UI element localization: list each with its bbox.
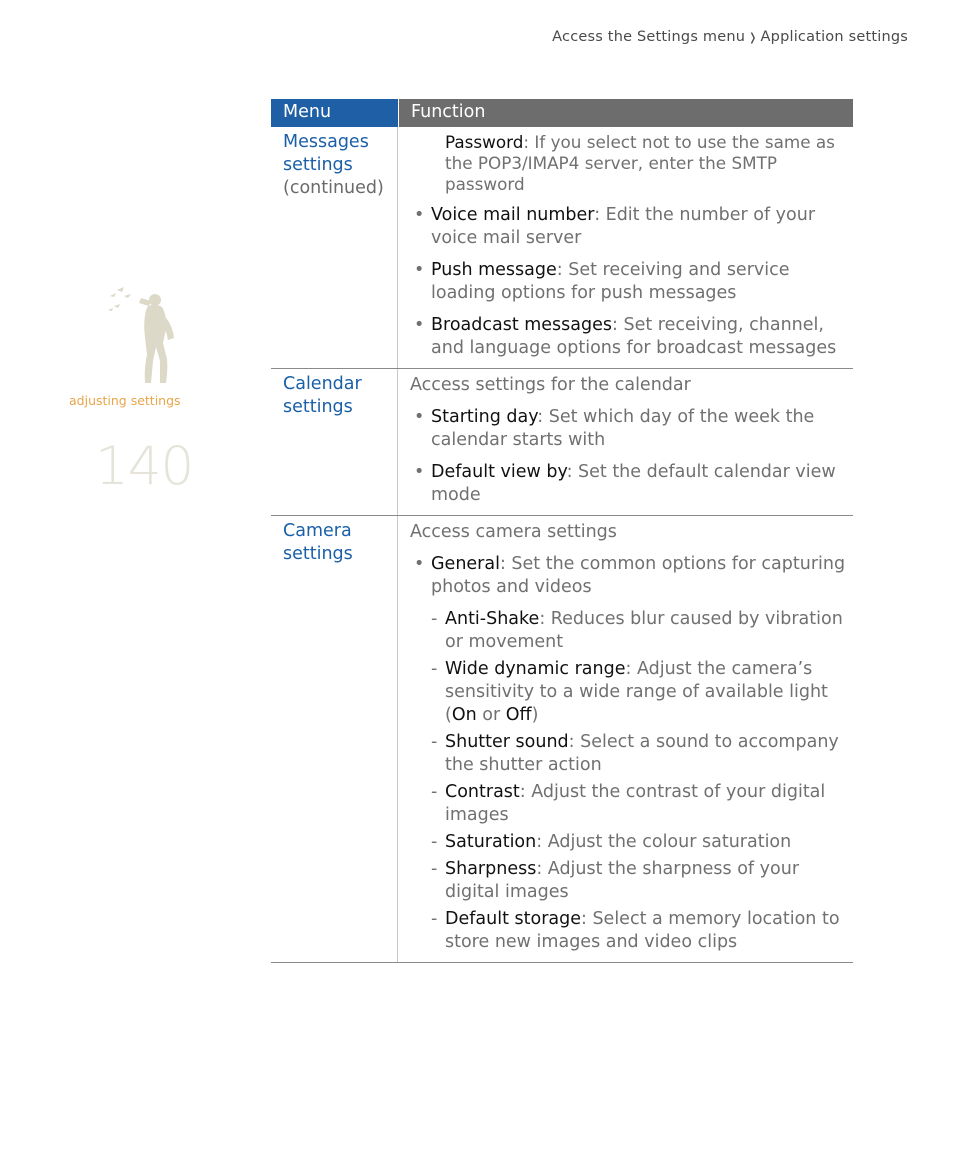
breadcrumb-separator-icon: ❭ — [748, 31, 758, 44]
breadcrumb-current: Application settings — [760, 29, 908, 45]
sub-item — [410, 831, 849, 854]
row-intro: Access settings for the calendar — [410, 375, 691, 395]
item-term: Starting day — [431, 407, 538, 427]
item-desc: : Set receiving and service loading options for push messages — [431, 260, 790, 303]
column-header-function: Function — [399, 99, 853, 127]
list-item — [410, 553, 849, 599]
item-desc: : Select a memory location to store new images and video clips — [445, 909, 840, 952]
function-cell — [398, 516, 853, 962]
sub-item — [410, 908, 849, 954]
item-desc: : Adjust the camera’s sensitivity to a wide range of available light ( — [445, 659, 828, 725]
sub-item — [410, 658, 849, 727]
sub-item — [410, 731, 849, 777]
item-term: Default view by — [431, 462, 567, 482]
item-desc: : Adjust the contrast of your digital images — [445, 782, 826, 825]
item-desc: : Set the common options for capturing photos and videos — [431, 554, 846, 597]
item-term: Shutter sound — [445, 732, 569, 752]
item-desc: : If you select not to use the same as the POP3/IMAP4 server, enter the SMTP password — [445, 132, 835, 194]
option-close: ) — [531, 705, 539, 725]
column-header-menu: Menu — [271, 99, 398, 127]
table-header — [271, 99, 853, 127]
sub-item — [410, 608, 849, 654]
item-term: Wide dynamic range — [445, 659, 626, 679]
section-label: adjusting settings — [69, 393, 181, 408]
item-desc: : Set receiving, channel, and language options for broadcast messages — [431, 315, 837, 358]
item-desc: : Set the default calendar view mode — [431, 462, 836, 505]
item-term: General — [431, 554, 500, 574]
option-or: or — [476, 705, 506, 725]
menu-name: Calendar settings — [283, 374, 362, 417]
item-term: Push message — [431, 260, 557, 280]
menu-cell — [271, 369, 398, 515]
list-item — [410, 461, 849, 507]
menu-cell — [271, 516, 398, 962]
list-item — [410, 204, 849, 250]
table-row — [271, 369, 853, 516]
list-item — [410, 314, 849, 360]
menu-note: (continued) — [283, 178, 384, 198]
function-cell — [398, 127, 853, 368]
item-term: Anti-Shake — [445, 609, 540, 629]
menu-name: Messages settings — [283, 132, 369, 175]
menu-name: Camera settings — [283, 521, 353, 564]
option-off: Off — [505, 705, 532, 725]
list-item — [410, 259, 849, 305]
list-item — [410, 406, 849, 452]
breadcrumb — [552, 29, 908, 45]
table-row — [271, 127, 853, 369]
page-number: 140 — [95, 436, 194, 497]
sub-item — [410, 858, 849, 904]
list-item — [410, 132, 849, 195]
item-term: Default storage — [445, 909, 581, 929]
function-cell — [398, 369, 853, 515]
item-term: Broadcast messages — [431, 315, 613, 335]
item-desc: : Reduces blur caused by vibration or movement — [445, 609, 843, 652]
menu-cell — [271, 127, 398, 368]
item-desc: : Adjust the sharpness of your digital images — [445, 859, 800, 902]
breadcrumb-section: Access the Settings menu — [552, 29, 746, 45]
item-desc: : Edit the number of your voice mail server — [431, 205, 816, 248]
sub-item — [410, 781, 849, 827]
option-on: On — [451, 705, 477, 725]
item-term: Password — [445, 132, 524, 152]
settings-table — [271, 99, 853, 963]
photographer-illustration — [104, 286, 184, 388]
table-row — [271, 516, 853, 963]
item-desc: : Set which day of the week the calendar starts with — [431, 407, 815, 450]
item-desc: : Adjust the colour saturation — [536, 832, 792, 852]
item-desc: : Select a sound to accompany the shutter action — [445, 732, 839, 775]
item-term: Voice mail number — [431, 205, 595, 225]
item-term: Contrast — [445, 782, 520, 802]
item-term: Sharpness — [445, 859, 537, 879]
row-intro: Access camera settings — [410, 522, 617, 542]
item-term: Saturation — [445, 832, 537, 852]
